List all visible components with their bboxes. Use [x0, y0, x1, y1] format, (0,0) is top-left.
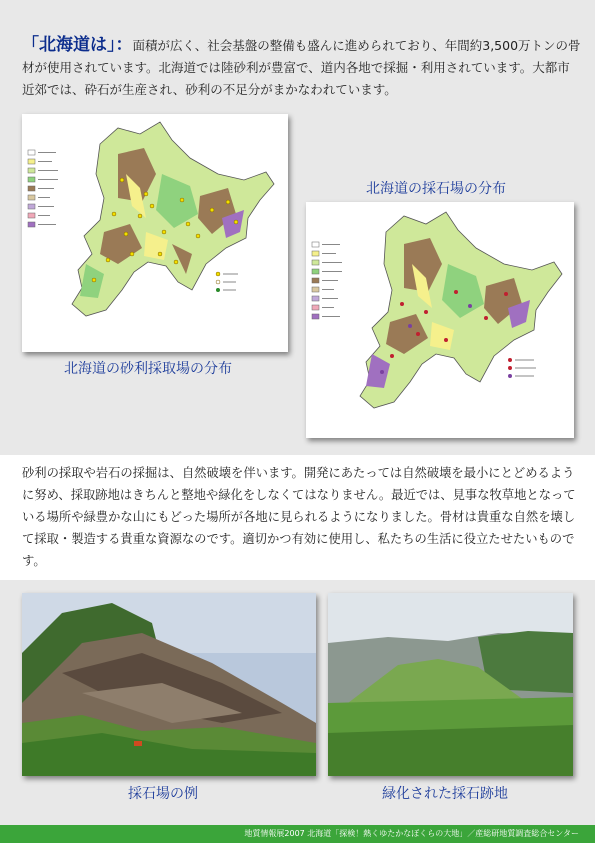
quarry-photo: [22, 593, 316, 776]
quarry-map: [306, 202, 574, 438]
greened-quarry-photo: [328, 593, 573, 776]
intro-highlight: 「北海道は」：: [22, 35, 133, 55]
quarry-map-caption: 北海道の採石場の分布: [366, 181, 506, 197]
footer-credit: 地質情報展2007 北海道「探検！熱くゆたかなぼくらの大地」／産総研地質調査総合センター: [244, 829, 579, 838]
greened-photo-caption: 緑化された採石跡地: [382, 786, 508, 802]
gravel-pit-map: [22, 114, 288, 352]
body-paragraph: 砂利の採取や岩石の採掘は、自然破壊を伴います。開発にあたっては自然破壊を最小にとどめるように努め、採取跡地はきちんと整地や緑化をしなくてはなりません。最近では、見事な牧草地となっている場所や緑豊かな山にもどった場所が各地に見られるようになりました。骨材は貴重な自然を壊して採取・製造する貴重な資源なのです。適切かつ有効に使用し、私たちの生活に役立たせたいものです。: [22, 466, 576, 568]
footer-bar: [0, 825, 595, 843]
intro-paragraph: [22, 34, 582, 101]
gravel-map-caption: 北海道の砂利採取場の分布: [64, 361, 232, 377]
intro-text: 面積が広く、社会基盤の整備も盛んに進められており、年間約3,500万トンの骨材が使用されています。北海道では陸砂利が豊富で、道内各地で採掘・利用されています。大都市近郊では、砕石が生産され、砂利の不足分がまかなわれています。: [22, 38, 581, 97]
quarry-photo-caption: 採石場の例: [128, 786, 198, 802]
